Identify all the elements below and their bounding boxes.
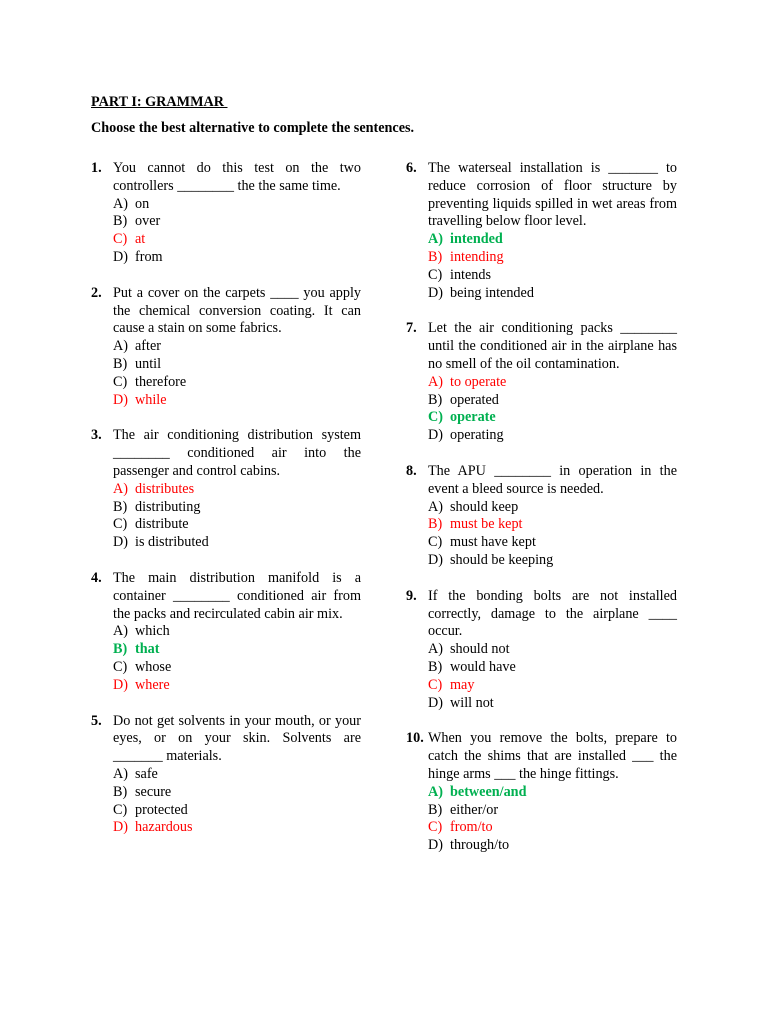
question-text: Do not get solvents in your mouth, or your eyes, or on your skin. Solvents are _______ materials. [113, 712, 361, 765]
option-text: at [135, 231, 146, 248]
answer-option [113, 534, 361, 552]
answer-option [113, 659, 361, 677]
answer-option [113, 374, 361, 392]
option-text: distributing [135, 498, 201, 515]
answer-options [428, 374, 677, 445]
question-1 [91, 160, 361, 267]
answer-options [113, 338, 361, 409]
question-10 [406, 730, 677, 855]
option-letter: C) [113, 516, 128, 533]
answer-option [428, 499, 677, 517]
answer-option [113, 677, 361, 695]
option-letter: A) [113, 765, 128, 782]
answer-options [113, 623, 361, 694]
question-number: 3. [91, 427, 102, 444]
question-number: 9. [406, 587, 417, 604]
option-text: either/or [450, 801, 499, 818]
answer-option [113, 802, 361, 820]
question-number: 2. [91, 284, 102, 301]
question-text: When you remove the bolts, prepare to catch the shims that are installed ___ the hinge arms ___ the hinge fittings. [428, 730, 677, 782]
option-text: distribute [135, 516, 189, 533]
answer-option [113, 213, 361, 231]
option-letter: D) [428, 427, 443, 444]
option-letter: B) [113, 641, 128, 658]
option-text: should be keeping [450, 551, 554, 568]
option-text: protected [135, 801, 188, 818]
option-text: should keep [450, 498, 519, 515]
question-number: 4. [91, 569, 102, 586]
option-text: will not [450, 694, 494, 711]
option-letter: D) [113, 819, 128, 836]
option-letter: C) [113, 373, 128, 390]
option-text: secure [135, 783, 172, 800]
answer-option [428, 249, 677, 267]
option-text: may [450, 676, 475, 693]
option-letter: D) [428, 551, 443, 568]
answer-option [428, 231, 677, 249]
answer-option [113, 231, 361, 249]
option-text: hazardous [135, 819, 193, 836]
answer-option [113, 819, 361, 837]
answer-options [113, 481, 361, 552]
question-number: 5. [91, 712, 102, 729]
option-letter: D) [428, 694, 443, 711]
answer-option [113, 249, 361, 267]
question-text: You cannot do this test on the two controllers ________ the the same time. [113, 160, 361, 194]
option-text: on [135, 195, 150, 212]
option-text: to operate [450, 373, 507, 390]
option-text: would have [450, 658, 516, 675]
question-9 [406, 588, 677, 713]
question-number: 10. [406, 730, 424, 747]
answer-options [428, 784, 677, 855]
answer-option [428, 677, 677, 695]
question-3 [91, 427, 361, 552]
option-text: must have kept [450, 534, 536, 551]
question-text: The waterseal installation is _______ to reduce corrosion of floor structure by preventing liquids spilled in wet areas from travelling below floor level. [428, 160, 677, 230]
option-letter: A) [113, 195, 128, 212]
option-text: intends [450, 266, 491, 283]
option-letter: A) [428, 498, 443, 515]
answer-option [113, 641, 361, 659]
option-letter: A) [428, 641, 443, 658]
option-letter: D) [113, 676, 128, 693]
option-letter: B) [113, 498, 128, 515]
right-column [406, 160, 677, 873]
option-letter: C) [428, 676, 443, 693]
answer-option [113, 499, 361, 517]
option-letter: C) [428, 266, 443, 283]
option-text: should not [450, 641, 510, 658]
option-text: operate [450, 409, 496, 426]
option-letter: B) [113, 355, 128, 372]
answer-option [428, 374, 677, 392]
answer-options [428, 499, 677, 570]
option-text: whose [135, 658, 172, 675]
option-letter: B) [428, 391, 443, 408]
option-text: until [135, 355, 162, 372]
option-text: is distributed [135, 534, 209, 551]
answer-option [113, 516, 361, 534]
option-text: must be kept [450, 516, 523, 533]
question-number: 8. [406, 462, 417, 479]
option-letter: B) [428, 801, 443, 818]
answer-option [113, 623, 361, 641]
option-letter: A) [113, 338, 128, 355]
answer-options [428, 641, 677, 712]
answer-option [113, 392, 361, 410]
option-letter: B) [113, 213, 128, 230]
answer-option [428, 695, 677, 713]
answer-option [428, 819, 677, 837]
question-6 [406, 160, 677, 302]
option-text: between/and [450, 783, 527, 800]
answer-option [428, 427, 677, 445]
answer-option [113, 356, 361, 374]
question-text: The main distribution manifold is a container ________ conditioned air from the packs and recirculated cabin air mix. [113, 569, 361, 622]
option-letter: A) [113, 623, 128, 640]
answer-option [428, 516, 677, 534]
option-letter: C) [428, 534, 443, 551]
option-letter: C) [113, 658, 128, 675]
option-letter: A) [428, 373, 443, 390]
answer-option [428, 552, 677, 570]
option-text: being intended [450, 284, 534, 301]
option-text: safe [135, 765, 158, 782]
option-letter: A) [113, 480, 128, 497]
option-text: while [135, 391, 167, 408]
option-text: intended [450, 231, 503, 248]
answer-option [428, 392, 677, 410]
option-letter: B) [113, 783, 128, 800]
option-text: after [135, 338, 161, 355]
option-letter: D) [113, 391, 128, 408]
answer-option [113, 784, 361, 802]
question-8 [406, 463, 677, 570]
question-text: The APU ________ in operation in the event a bleed source is needed. [428, 462, 677, 497]
option-letter: C) [428, 409, 443, 426]
option-text: from [135, 248, 163, 265]
question-number: 6. [406, 160, 417, 176]
question-number: 7. [406, 320, 417, 337]
answer-options [113, 196, 361, 267]
option-text: from/to [450, 819, 493, 836]
option-letter: C) [428, 819, 443, 836]
answer-option [113, 338, 361, 356]
instructions: Choose the best alternative to complete the sentences. [91, 120, 415, 136]
option-letter: D) [428, 284, 443, 301]
option-letter: B) [428, 658, 443, 675]
answer-option [428, 285, 677, 303]
option-letter: D) [113, 534, 128, 551]
answer-option [113, 196, 361, 214]
option-letter: C) [113, 231, 128, 248]
question-7 [406, 320, 677, 445]
option-text: distributes [135, 480, 195, 497]
question-2 [91, 285, 361, 410]
question-text: If the bonding bolts are not installed correctly, damage to the airplane ____ occur. [428, 587, 677, 640]
option-text: therefore [135, 373, 187, 390]
answer-option [428, 641, 677, 659]
option-text: operated [450, 391, 499, 408]
answer-option [428, 837, 677, 855]
option-text: through/to [450, 837, 510, 854]
answer-option [113, 766, 361, 784]
option-letter: B) [428, 248, 443, 265]
question-4 [91, 570, 361, 695]
question-5 [91, 713, 361, 838]
option-text: operating [450, 427, 504, 444]
answer-option [428, 409, 677, 427]
answer-option [428, 534, 677, 552]
option-text: that [135, 641, 160, 658]
answer-options [113, 766, 361, 837]
answer-option [428, 802, 677, 820]
option-letter: C) [113, 801, 128, 818]
answer-option [428, 659, 677, 677]
part-title: PART I: GRAMMAR [91, 94, 228, 110]
answer-option [113, 481, 361, 499]
option-text: over [135, 213, 161, 230]
option-letter: D) [113, 248, 128, 265]
option-text: where [135, 676, 170, 693]
answer-options [428, 231, 677, 302]
option-letter: B) [428, 516, 443, 533]
option-letter: A) [428, 783, 443, 800]
option-text: intending [450, 248, 504, 265]
question-text: Put a cover on the carpets ____ you apply the chemical conversion coating. It can cause a stain on some fabrics. [113, 284, 361, 337]
question-text: The air conditioning distribution system ________ conditioned air into the passenger and control cabins. [113, 427, 361, 479]
answer-option [428, 267, 677, 285]
option-letter: D) [428, 837, 443, 854]
left-column [91, 160, 361, 855]
question-number: 1. [91, 160, 102, 176]
option-letter: A) [428, 231, 443, 248]
option-text: which [135, 623, 170, 640]
question-text: Let the air conditioning packs ________ until the conditioned air in the airplane has no smell of the oil contamination. [428, 320, 677, 372]
answer-option [428, 784, 677, 802]
